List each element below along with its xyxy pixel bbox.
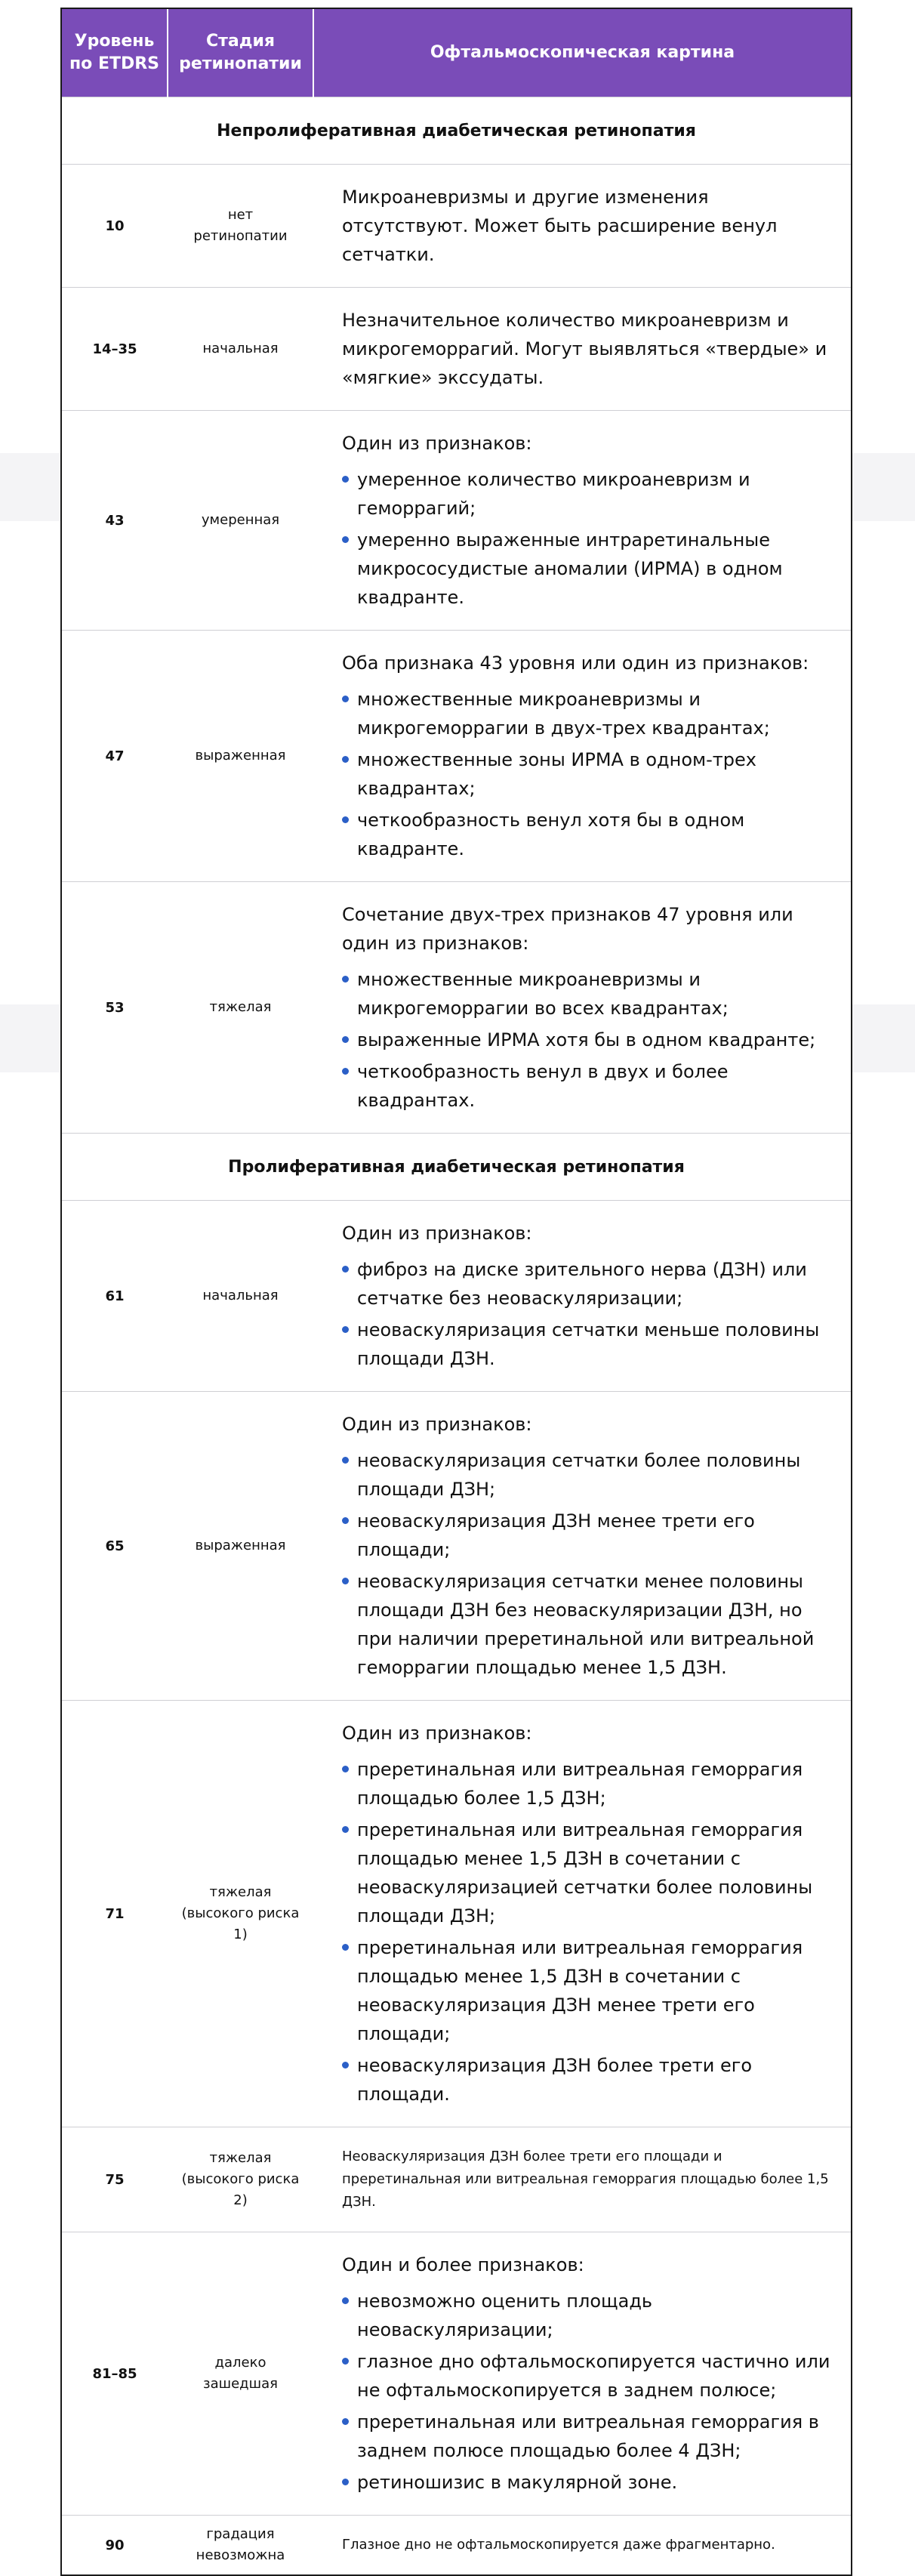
table-body xyxy=(62,97,851,2575)
description-text: Микроаневризмы и другие изменения отсутствуют. Может быть расширение венул сетчатки. xyxy=(342,187,778,265)
ophthalmoscopic-picture xyxy=(313,411,851,631)
list-item: умеренное количество микроаневризм и геморрагий; xyxy=(342,465,833,523)
table-row xyxy=(62,411,851,631)
ophthalmoscopic-picture xyxy=(313,631,851,882)
list-item: четкообразность венул в двух и более квадрантах. xyxy=(342,1057,833,1115)
retinopathy-stage: тяжелая (высокого риска 2) xyxy=(168,2127,313,2232)
list-item: неоваскуляризация ДЗН менее трети его площади; xyxy=(342,1507,833,1564)
retinopathy-stage: тяжелая (высокого риска 1) xyxy=(168,1701,313,2127)
etdrs-level: 61 xyxy=(62,1201,168,1392)
retinopathy-stage: выраженная xyxy=(168,631,313,882)
header-level: Уровень по ETDRS xyxy=(62,9,168,97)
table-row xyxy=(62,2127,851,2232)
list-item: умеренно выраженные интраретинальные микрососудистые аномалии (ИРМА) в одном квадранте. xyxy=(342,526,833,612)
header-picture: Офтальмоскопическая картина xyxy=(313,9,851,97)
table-header-row xyxy=(62,9,851,97)
ophthalmoscopic-picture xyxy=(313,1701,851,2127)
signs-list xyxy=(342,1446,833,1682)
etdrs-level: 10 xyxy=(62,165,168,288)
retinopathy-stage: тяжелая xyxy=(168,882,313,1134)
list-item: преретинальная или витреальная геморрагия площадью более 1,5 ДЗН; xyxy=(342,1755,833,1812)
description-text: Оба признака 43 уровня или один из признаков: xyxy=(342,652,809,674)
ophthalmoscopic-picture xyxy=(313,1392,851,1701)
section-title: Непролиферативная диабетическая ретинопатия xyxy=(62,97,851,165)
etdrs-level: 81–85 xyxy=(62,2232,168,2516)
retinopathy-table xyxy=(60,8,852,2576)
table-row xyxy=(62,631,851,882)
description-text: Неоваскуляризация ДЗН более трети его площади и преретинальная или витреальная геморрагия площадью более 1,5 ДЗН. xyxy=(342,2149,829,2210)
section-row xyxy=(62,1134,851,1201)
list-item: множественные зоны ИРМА в одном-трех квадрантах; xyxy=(342,745,833,803)
ophthalmoscopic-picture xyxy=(313,2232,851,2516)
list-item: невозможно оценить площадь неоваскуляризации; xyxy=(342,2287,833,2344)
description-text: Глазное дно не офтальмоскопируется даже фрагментарно. xyxy=(342,2537,775,2553)
list-item: фиброз на диске зрительного нерва (ДЗН) или сетчатке без неоваскуляризации; xyxy=(342,1255,833,1313)
retinopathy-stage: умеренная xyxy=(168,411,313,631)
etdrs-level: 14–35 xyxy=(62,288,168,411)
table-row xyxy=(62,288,851,411)
list-item: выраженные ИРМА хотя бы в одном квадранте; xyxy=(342,1026,833,1054)
signs-list xyxy=(342,465,833,612)
description-text: Один из признаков: xyxy=(342,1723,532,1744)
description-text: Один из признаков: xyxy=(342,1414,532,1435)
retinopathy-stage: начальная xyxy=(168,288,313,411)
list-item: неоваскуляризация ДЗН более трети его площади. xyxy=(342,2051,833,2109)
description-text: Незначительное количество микроаневризм и микрогеморрагий. Могут выявляться «твердые» и «мягкие» экссудаты. xyxy=(342,310,827,388)
list-item: неоваскуляризация сетчатки более половины площади ДЗН; xyxy=(342,1446,833,1504)
ophthalmoscopic-picture xyxy=(313,2516,851,2575)
description-text: Один из признаков: xyxy=(342,1223,532,1244)
table-row xyxy=(62,1392,851,1701)
list-item: преретинальная или витреальная геморрагия площадью менее 1,5 ДЗН в сочетании с неоваскуляризация ДЗН менее трети его площади; xyxy=(342,1933,833,2048)
etdrs-level: 47 xyxy=(62,631,168,882)
ophthalmoscopic-picture xyxy=(313,288,851,411)
signs-list xyxy=(342,685,833,863)
etdrs-level: 53 xyxy=(62,882,168,1134)
table-row xyxy=(62,882,851,1134)
etdrs-level: 90 xyxy=(62,2516,168,2575)
signs-list xyxy=(342,2287,833,2497)
etdrs-level: 75 xyxy=(62,2127,168,2232)
section-title: Пролиферативная диабетическая ретинопатия xyxy=(62,1134,851,1201)
list-item: преретинальная или витреальная геморрагия площадью менее 1,5 ДЗН в сочетании с неоваскуляризацией сетчатки более половины площади ДЗН; xyxy=(342,1816,833,1930)
etdrs-level: 65 xyxy=(62,1392,168,1701)
description-text: Сочетание двух-трех признаков 47 уровня или один из признаков: xyxy=(342,904,793,954)
ophthalmoscopic-picture xyxy=(313,165,851,288)
retinopathy-stage: выраженная xyxy=(168,1392,313,1701)
header-stage: Стадия ретинопатии xyxy=(168,9,313,97)
list-item: неоваскуляризация сетчатки меньше половины площади ДЗН. xyxy=(342,1316,833,1373)
signs-list xyxy=(342,965,833,1115)
retinopathy-stage: градация невозможна xyxy=(168,2516,313,2575)
etdrs-level: 71 xyxy=(62,1701,168,2127)
section-row xyxy=(62,97,851,165)
list-item: преретинальная или витреальная геморрагия в заднем полюсе площадью более 4 ДЗН; xyxy=(342,2408,833,2465)
table-row xyxy=(62,1201,851,1392)
list-item: глазное дно офтальмоскопируется частично или не офтальмоскопируется в заднем полюсе; xyxy=(342,2347,833,2405)
description-text: Один из признаков: xyxy=(342,433,532,454)
list-item: ретиношизис в макулярной зоне. xyxy=(342,2468,833,2497)
signs-list xyxy=(342,1255,833,1373)
list-item: множественные микроаневризмы и микрогеморрагии во всех квадрантах; xyxy=(342,965,833,1023)
list-item: множественные микроаневризмы и микрогеморрагии в двух-трех квадрантах; xyxy=(342,685,833,742)
list-item: неоваскуляризация сетчатки менее половины площади ДЗН без неоваскуляризации ДЗН, но при наличии преретинальной или витреальной геморрагии площадью менее 1,5 ДЗН. xyxy=(342,1567,833,1682)
ophthalmoscopic-picture xyxy=(313,2127,851,2232)
table-row xyxy=(62,2232,851,2516)
table-row xyxy=(62,2516,851,2575)
description-text: Один и более признаков: xyxy=(342,2254,584,2275)
retinopathy-stage: далеко зашедшая xyxy=(168,2232,313,2516)
signs-list xyxy=(342,1755,833,2109)
ophthalmoscopic-picture xyxy=(313,1201,851,1392)
etdrs-level: 43 xyxy=(62,411,168,631)
table-row xyxy=(62,1701,851,2127)
ophthalmoscopic-picture xyxy=(313,882,851,1134)
retinopathy-stage: начальная xyxy=(168,1201,313,1392)
table-row xyxy=(62,165,851,288)
retinopathy-stage: нет ретинопатии xyxy=(168,165,313,288)
list-item: четкообразность венул хотя бы в одном квадранте. xyxy=(342,806,833,863)
